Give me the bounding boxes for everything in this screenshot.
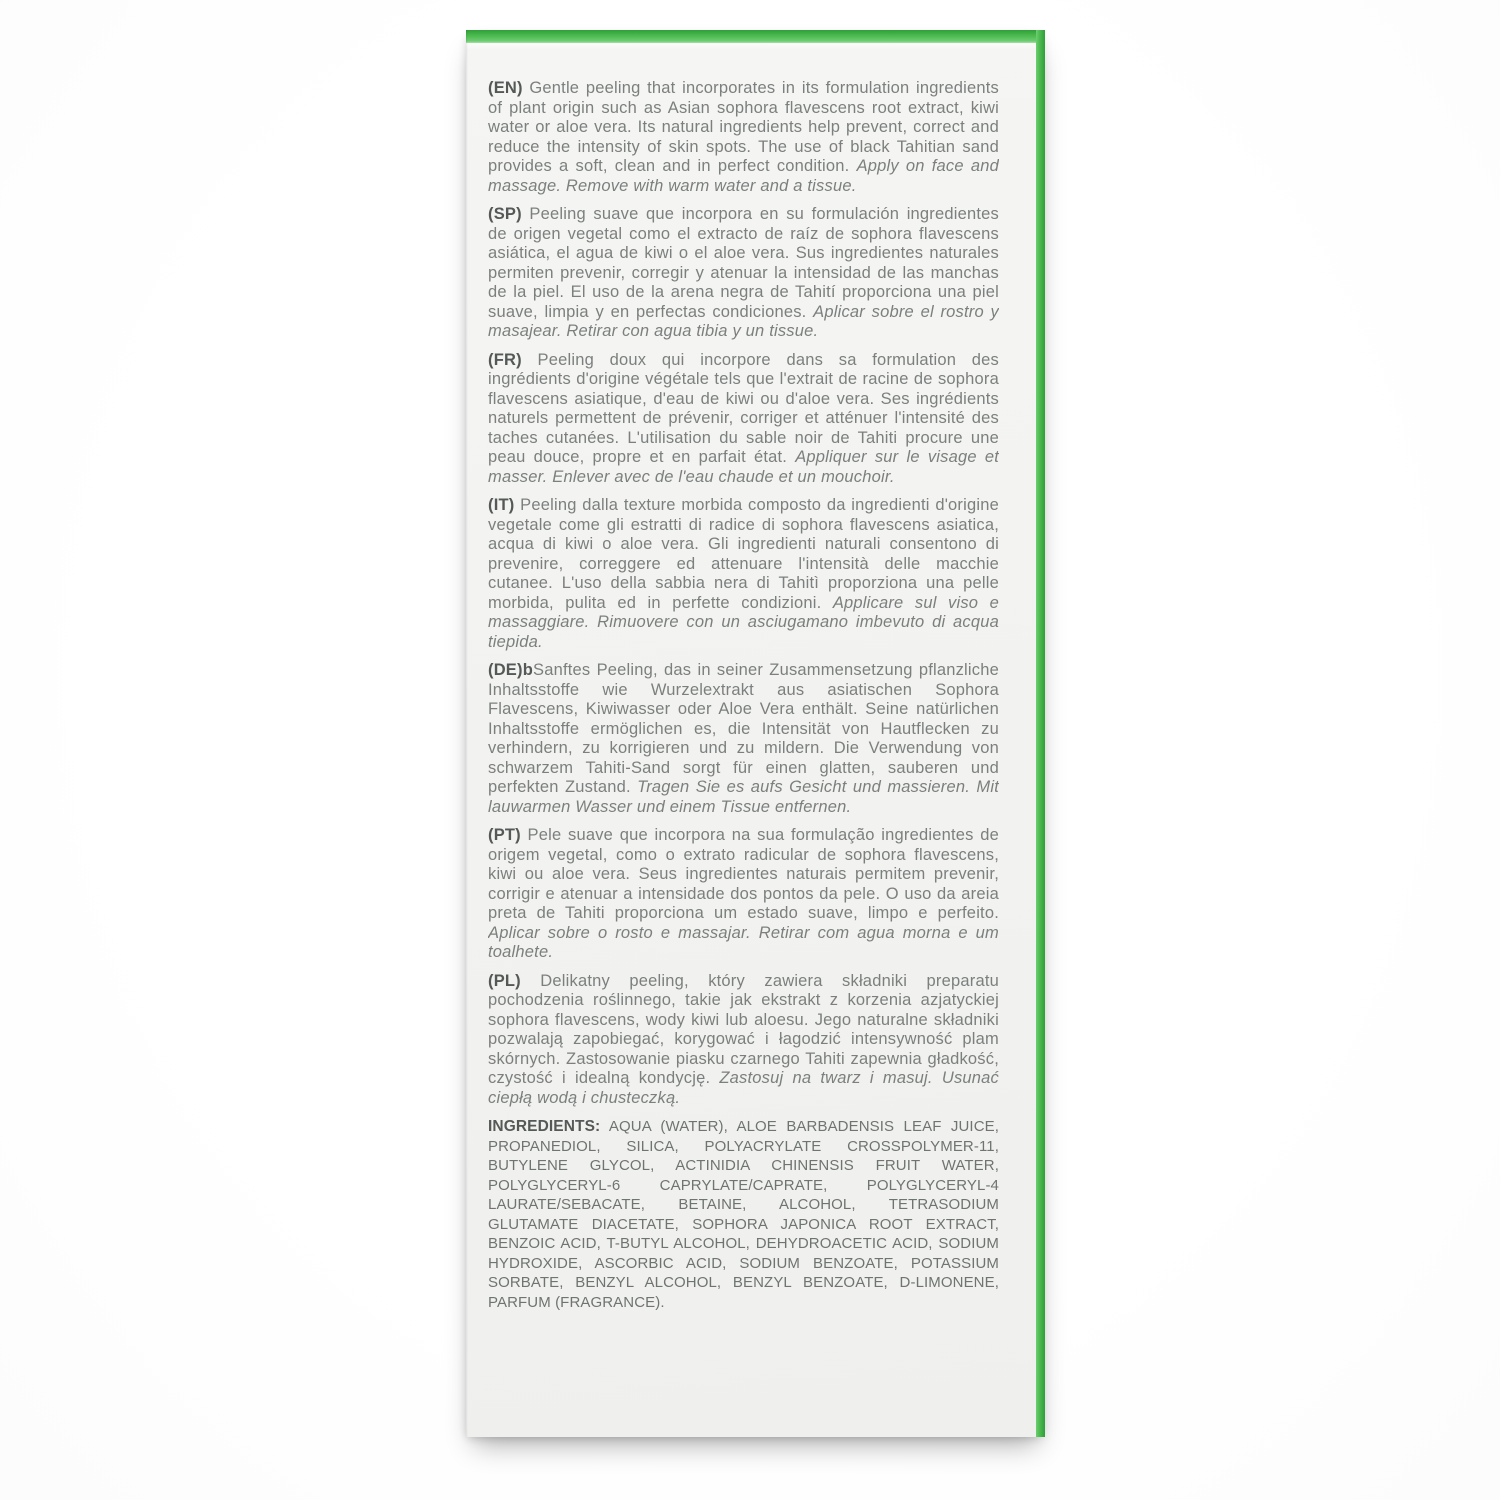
panel-text-content — [488, 79, 999, 1431]
paragraph-sp — [488, 205, 999, 342]
language-tag-pl: (PL) — [488, 971, 521, 990]
language-tag-pt: (PT) — [488, 826, 521, 844]
language-tag-de: (DE)b — [488, 661, 533, 679]
paragraph-body: Peeling suave que incorpora en su formulación ingredientes de origen vegetal como el extracto de raíz de sophora flavescens asiática, el agua de kiwi o el aloe vera. Sus ingredientes naturales permiten prevenir, corregir y atenuar la intensidad de las manchas de la piel. El uso de la arena negra de Tahití proporciona una piel suave, limpia y en perfectas condiciones. — [488, 205, 999, 321]
usage-instructions: Tragen Sie es aufs Gesicht und massieren. Mit lauwarmen Wasser und einem Tissue entfernen. — [488, 778, 999, 816]
green-top-edge — [466, 30, 1045, 43]
green-right-edge — [1036, 30, 1045, 1437]
paragraph-body: Peeling doux qui incorpore dans sa formulation des ingrédients d'origine végétale tels que l'extrait de racine de sophora flavescens asiatique, d'eau de kiwi ou d'aloe vera. Ses ingrédients naturels permettent de prévenir, corriger et atténuer l'intensité des taches cutanées. L'utilisation du sable noir de Tahiti procure une peau douce, propre et en parfait état. — [488, 350, 999, 466]
paragraph-pl — [488, 972, 999, 1109]
paragraph-body: Gentle peeling that incorporates in its formulation ingredients of plant origin such as Asian sophora flavescens root extract, kiwi water or aloe vera. Its natural ingredients help prevent, correct and reduce the intensity of skin spots. The use of black Tahitian sand provides a soft, clean and in perfect condition. — [488, 79, 999, 175]
language-tag-fr: (FR) — [488, 350, 522, 369]
language-tag-en: (EN) — [488, 79, 523, 97]
ingredients-label: INGREDIENTS: — [488, 1118, 601, 1135]
paragraph-body: Pele suave que incorpora na sua formulação ingredientes de origem vegetal, como o extrato radicular de sophora flavescens, kiwi ou aloe vera. Seus ingredientes naturais permitem prevenir, corrigir e atenuar a intensidade dos pontos da pele. O uso da areia preta de Tahiti proporciona um estado suave, limpo e perfeito. — [488, 826, 999, 922]
language-tag-sp: (SP) — [488, 205, 522, 223]
language-tag-it: (IT) — [488, 496, 515, 514]
product-box-back-panel — [466, 30, 1045, 1437]
usage-instructions: Zastosuj na twarz i masuj. Usunać ciepłą wodą i chusteczką. — [488, 1069, 999, 1107]
paragraph-en — [488, 79, 999, 196]
usage-instructions: Applicare sul viso e massaggiare. Rimuovere con un asciugamano imbevuto di acqua tiepida. — [488, 593, 999, 651]
paragraph-body: Peeling dalla texture morbida composto da ingredienti d'origine vegetale come gli estratti di radice di sophora flavescens asiatica, acqua di kiwi o aloe vera. Gli ingredienti naturali consentono di prevenire, correggere ed attenuare l'intensità delle macchie cutanee. L'uso della sabbia nera di Tahitì proporziona una pelle morbida, pulita ed in perfette condizioni. — [488, 496, 999, 612]
box-left-edge-shadow — [466, 30, 468, 1437]
paragraph-body: Delikatny peeling, który zawiera składniki preparatu pochodzenia roślinnego, takie jak ekstrakt z korzenia azjatyckiej sophora flavescens, wody kiwi lub aloesu. Jego naturalne składniki pozwalają zapobiegać, korygować i łagodzić intensywność plam skórnych. Zastosowanie piasku czarnego Tahiti zapewnia gładkość, czystość i idealną kondycję. — [488, 971, 999, 1087]
paragraph-body: Sanftes Peeling, das in seiner Zusammensetzung pflanzliche Inhaltsstoffe wie Wurzelextrakt aus asiatischen Sophora Flavescens, Kiwiwasser oder Aloe Vera enthält. Seine natürlichen Inhaltsstoffe ermöglichen es, die Intensität von Hautflecken zu verhindern, zu korrigieren und zu mildern. Die Verwendung von schwarzem Tahiti-Sand sorgt für einen glatten, sauberen und perfekten Zustand. — [488, 661, 999, 796]
paragraph-fr — [488, 351, 999, 488]
paragraph-it — [488, 496, 999, 652]
usage-instructions: Apply on face and massage. Remove with warm water and a tissue. — [488, 157, 999, 195]
paragraph-pt — [488, 826, 999, 963]
ingredients-list: AQUA (WATER), ALOE BARBADENSIS LEAF JUICE, PROPANEDIOL, SILICA, POLYACRYLATE CROSSPOLYMER-11, BUTYLENE GLYCOL, ACTINIDIA CHINENSIS FRUIT WATER, POLYGLYCERYL-6 CAPRYLATE/CAPRATE, POLYGLYCERYL-4 LAURATE/SEBACATE, BETAINE, ALCOHOL, TETRASODIUM GLUTAMATE DIACETATE, SOPHORA JAPONICA ROOT EXTRACT, BENZOIC ACID, T-BUTYL ALCOHOL, DEHYDROACETIC ACID, SODIUM HYDROXIDE, ASCORBIC ACID, SODIUM BENZOATE, POTASSIUM SORBATE, BENZYL ALCOHOL, BENZYL BENZOATE, D-LIMONENE, PARFUM (FRAGRANCE). — [488, 1118, 999, 1311]
usage-instructions: Aplicar sobre o rosto e massajar. Retirar com agua morna e um toalhete. — [488, 923, 999, 961]
usage-instructions: Aplicar sobre el rostro y masajear. Retirar con agua tibia y un tissue. — [488, 302, 999, 340]
usage-instructions: Appliquer sur le visage et masser. Enlever avec de l'eau chaude et un mouchoir. — [488, 448, 999, 486]
paragraph-de — [488, 661, 999, 817]
ingredients-paragraph — [488, 1117, 999, 1312]
